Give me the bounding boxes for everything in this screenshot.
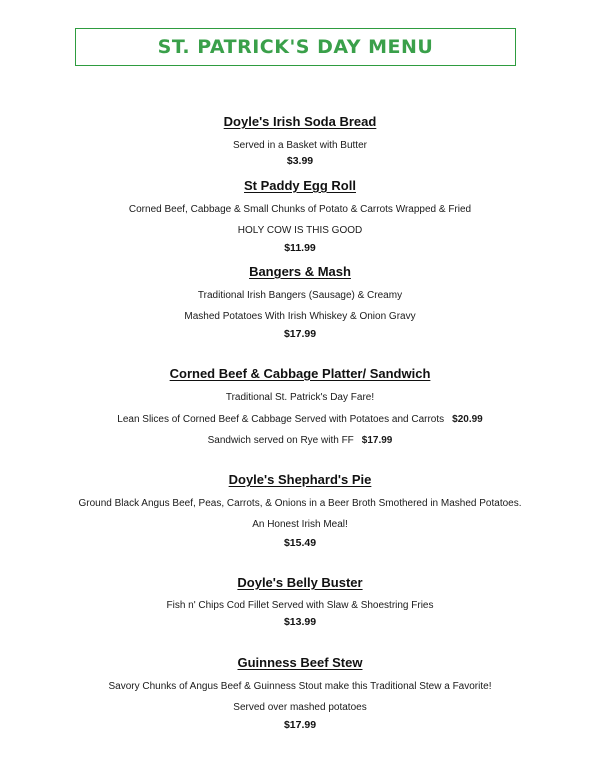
item-desc-soda-bread: Served in a Basket with Butter: [233, 140, 367, 151]
menu-title-box: [75, 28, 516, 66]
item-desc3-corned-beef: [0, 435, 600, 446]
item-desc2-egg-roll: HOLY COW IS THIS GOOD: [237, 225, 363, 236]
menu-title: ST. PATRICK'S DAY MENU: [157, 36, 434, 58]
item-desc2-corned-beef: [0, 414, 600, 425]
item-desc2-shepherds-pie: An Honest Irish Meal!: [252, 519, 348, 530]
item-price-shepherds-pie: $15.49: [283, 537, 317, 549]
item-desc-belly-buster: Fish n' Chips Cod Fillet Served with Slaw & Shoestring Fries: [166, 600, 434, 611]
item-desc-bangers: Traditional Irish Bangers (Sausage) & Creamy: [197, 290, 403, 301]
item-name-beef-stew: Guinness Beef Stew: [237, 655, 363, 670]
item-desc-shepherds-pie: Ground Black Angus Beef, Peas, Carrots, & Onions in a Beer Broth Smothered in Mashed Potatoes.: [78, 498, 522, 509]
item-price-egg-roll: $11.99: [284, 242, 316, 254]
item-desc2-beef-stew: Served over mashed potatoes: [233, 702, 367, 713]
item-desc-egg-roll: Corned Beef, Cabbage & Small Chunks of Potato & Carrots Wrapped & Fried: [128, 204, 472, 215]
item-name-corned-beef: Corned Beef & Cabbage Platter/ Sandwich: [169, 366, 431, 381]
item-price-sandwich-corned-beef: $17.99: [361, 435, 393, 446]
item-desc-corned-beef: Traditional St. Patrick's Day Fare!: [225, 392, 375, 403]
item-price-platter-corned-beef: $20.99: [452, 414, 483, 425]
item-price-soda-bread: $3.99: [286, 155, 314, 167]
item-name-egg-roll: St Paddy Egg Roll: [244, 178, 356, 193]
item-price-beef-stew: $17.99: [283, 719, 317, 731]
item-desc-beef-stew: Savory Chunks of Angus Beef & Guinness Stout make this Traditional Stew a Favorite!: [108, 681, 492, 692]
item-price-belly-buster: $13.99: [283, 616, 317, 628]
item-desc3-text-corned-beef: Sandwich served on Rye with FF: [207, 435, 354, 446]
item-name-soda-bread: Doyle's Irish Soda Bread: [223, 114, 377, 129]
item-price-bangers: $17.99: [283, 328, 317, 340]
item-name-bangers: Bangers & Mash: [249, 264, 351, 279]
item-name-belly-buster: Doyle's Belly Buster: [237, 575, 363, 590]
item-name-shepherds-pie: Doyle's Shephard's Pie: [228, 472, 372, 487]
item-desc2-bangers: Mashed Potatoes With Irish Whiskey & Onion Gravy: [184, 311, 416, 322]
item-desc2-text-corned-beef: Lean Slices of Corned Beef & Cabbage Served with Potatoes and Carrots: [117, 414, 445, 425]
